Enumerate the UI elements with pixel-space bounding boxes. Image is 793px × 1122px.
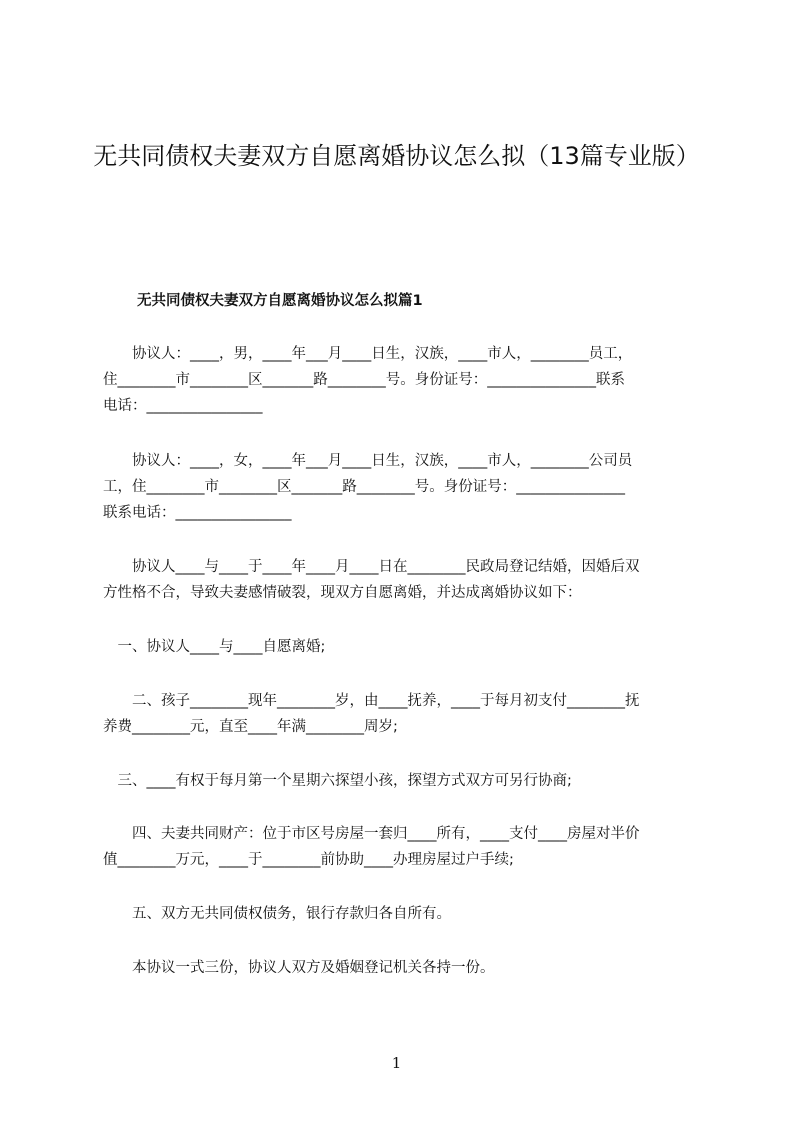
paragraph-line: 本协议一式三份，协议人双方及婚姻登记机关各持一份。	[103, 960, 495, 976]
marriage-paragraph	[103, 554, 699, 606]
paragraph-line: 联系电话：________________	[103, 505, 292, 521]
party-1-paragraph	[103, 341, 699, 419]
paragraph-line: 一、协议人____与____自愿离婚;	[103, 639, 326, 655]
party-2-paragraph	[103, 448, 699, 526]
paragraph-line: 工，住________市________区_______路________号。身份证号：_______________	[103, 479, 625, 495]
paragraph-line: 养费________元，直至____年满________周岁;	[103, 719, 398, 735]
clause-2	[103, 688, 699, 740]
closing-paragraph	[103, 955, 699, 981]
clause-1	[103, 634, 699, 660]
paragraph-line: 二、孩子________现年________岁，由____抚养，____于每月初支付________抚	[103, 693, 640, 709]
paragraph-line: 协议人：____，男，____年___月____日生，汉族，____市人，________员工，	[103, 346, 633, 362]
paragraph-line: 协议人____与____于____年____月____日在________民政局登记结婚，因婚后双	[103, 559, 640, 575]
clause-4	[103, 821, 699, 873]
page-title: 无共同债权夫妻双方自愿离婚协议怎么拟（13篇专业版）	[93, 142, 700, 170]
paragraph-line: 协议人：____，女，____年___月____日生，汉族，____市人，________公司员	[103, 453, 633, 469]
section-heading: 无共同债权夫妻双方自愿离婚协议怎么拟篇1	[137, 293, 423, 309]
clause-3	[103, 768, 699, 794]
paragraph-line: 电话：________________	[103, 398, 263, 414]
paragraph-line: 住________市________区_______路________号。身份证号：_______________联系	[103, 372, 625, 388]
paragraph-line: 方性格不合，导致夫妻感情破裂，现双方自愿离婚，并达成离婚协议如下：	[103, 585, 582, 601]
clause-5	[103, 901, 699, 927]
paragraph-line: 三、____有权于每月第一个星期六探望小孩，探望方式双方可另行协商;	[103, 773, 572, 789]
page-number: 1	[391, 1054, 402, 1072]
paragraph-line: 值________万元，____于________前协助____办理房屋过户手续;	[103, 852, 514, 868]
paragraph-line: 四、夫妻共同财产：位于市区号房屋一套归____所有，____支付____房屋对半价	[103, 826, 640, 842]
paragraph-line: 五、双方无共同债权债务，银行存款归各自所有。	[103, 906, 451, 922]
